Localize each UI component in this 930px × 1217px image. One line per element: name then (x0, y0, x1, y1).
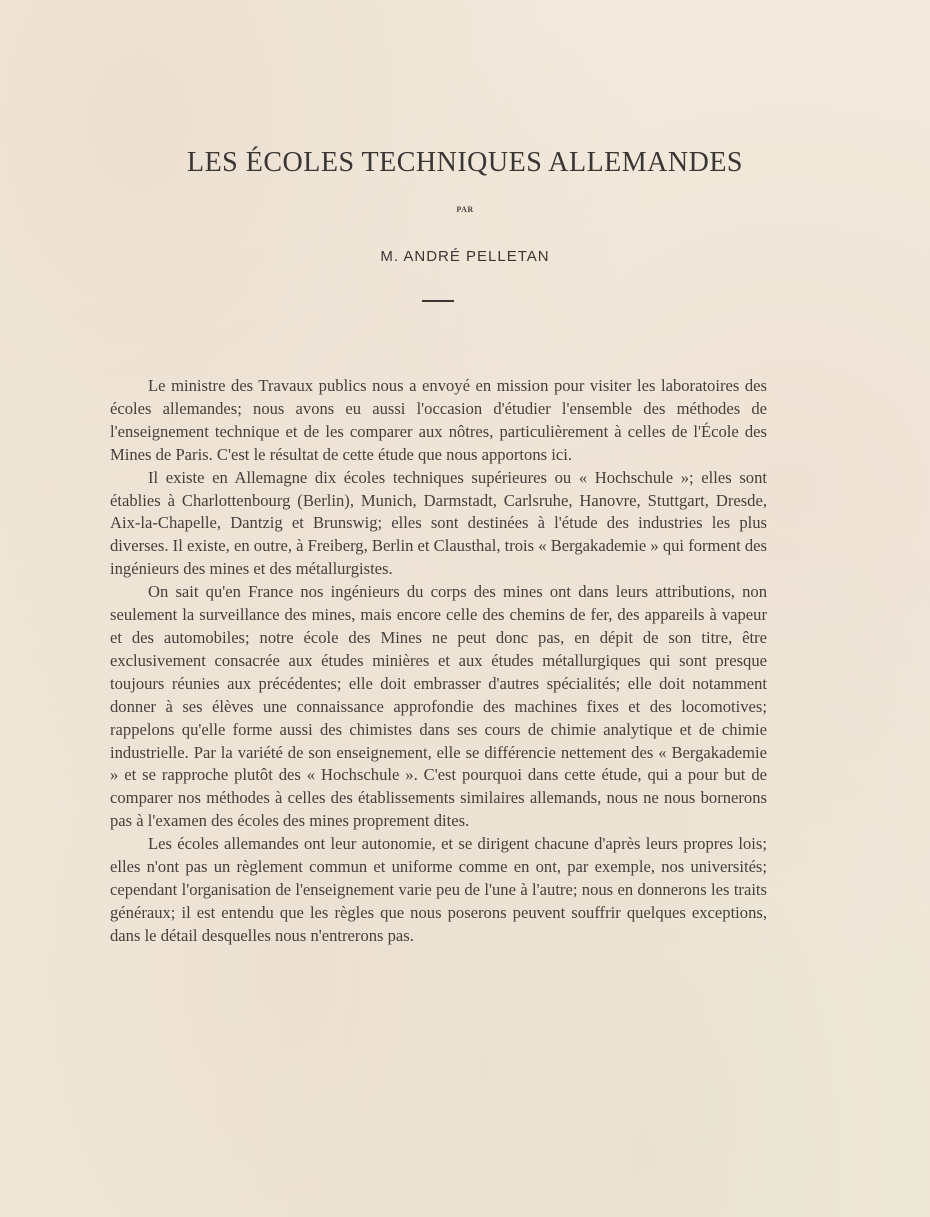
paragraph-4: Les écoles allemandes ont leur autonomie, et se dirigent chacune d'après leurs propres lois; elles n'ont pas un règlement commun et uniforme comme en ont, par exemple, nos universités; cependant l'organisation de l'enseignement varie peu de l'une à l'autre; nous en donnerons les traits généraux; il est entendu que les règles que nous poserons peuvent souffrir quelques exceptions, dans le détail desquelles nous n'entrerons pas. (110, 834, 767, 945)
paragraph-2: Il existe en Allemagne dix écoles techniques supérieures ou « Hochschule »; elles sont établies à Charlottenbourg (Berlin), Munich, Darmstadt, Carlsruhe, Hanovre, Stuttgart, Dresde, Aix-la-Chapelle, Dantzig et Brunswig; elles sont destinées à l'étude des industries les plus diverses. Il existe, en outre, à Freiberg, Berlin et Clausthal, trois « Bergakademie » qui forment des ingénieurs des mines et des métallurgistes. (110, 467, 767, 579)
page-title: LES ÉCOLES TECHNIQUES ALLEMANDES (186, 147, 744, 178)
paragraph-3: On sait qu'en France nos ingénieurs du corps des mines ont dans leurs attributions, non seulement la surveillance des mines, mais encore celle des chemins de fer, des appareils à vapeur et des automobiles; notre école des Mines ne peut donc pas, en dépit de son titre, être exclusivement consacrée aux études minières et aux études métallurgiques qui sont presque toujours réunies aux précédentes; elle doit embrasser d'autres spécialités; elle doit notamment donner à ses élèves une connaissance approfondie des machines fixes et des locomotives; rappelons qu'elle forme aussi des chimistes dans ses cours de chimie analytique et de chimie industrielle. Par la variété de son enseignement, elle se différencie nettement des « Bergakademie » et se rapproche plutôt des « Hochschule ». C'est pourquoi dans cette étude, qui a pour but de comparer nos méthodes à celles des établissements similaires allemands, nous ne nous bornerons pas à l'examen des écoles des mines proprement dites. (110, 582, 767, 831)
title-divider (422, 300, 454, 302)
article-body (110, 375, 767, 948)
by-label: PAR (456, 205, 474, 214)
paragraph-1: Le ministre des Travaux publics nous a envoyé en mission pour visiter les laboratoires des écoles allemandes; nous avons eu aussi l'occasion d'étudier l'ensemble des méthodes de l'enseignement technique et de les comparer aux nôtres, particulièrement à celles de l'École des Mines de Paris. C'est le résultat de cette étude que nous apportons ici. (110, 376, 767, 464)
author-name: M. ANDRÉ PELLETAN (380, 248, 550, 265)
